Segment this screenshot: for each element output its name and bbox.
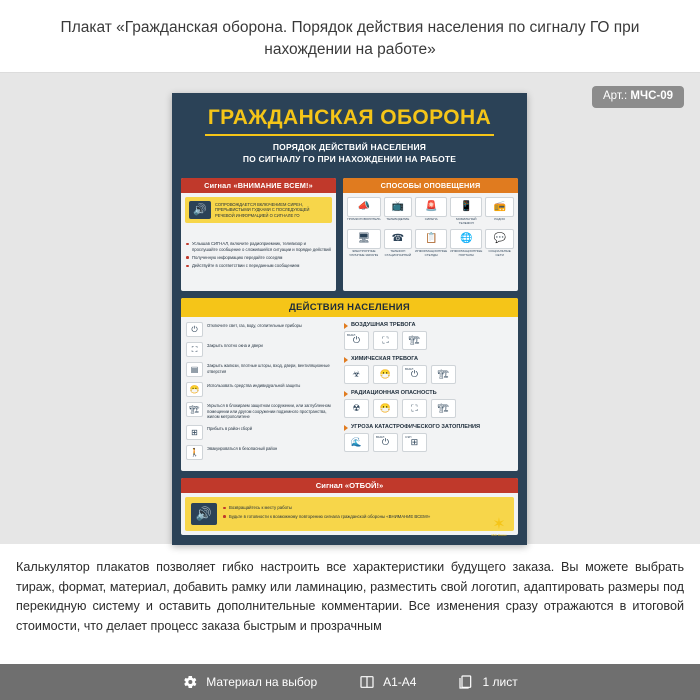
mchs-emblem-icon [482, 507, 516, 537]
emblem-star: ✶ [492, 516, 506, 533]
megaphone-icon: 🔊 [191, 503, 217, 525]
footer-label: 1 лист [482, 675, 518, 689]
article-prefix: Арт.: [603, 90, 628, 102]
notify-caption: ИНФОРМАЦИОННЫЕ СТЕНДЫ [415, 249, 448, 258]
signal-title: РАДИАЦИОННАЯ ОПАСНОСТЬ [344, 390, 513, 396]
signboard-icon: 🖥 [347, 229, 380, 249]
attention-text: СОПРОВОЖДАЕТСЯ ВКЛЮЧЕНИЕМ СИРЕН, ПРЕРЫВИСТЫМИ ГУДКАМИ С ПОСЛЕДУЮЩЕЙ РЕЧЕВОЙ ИНФОРМАЦИЕЙ О СИГНАЛЕ ГО [215, 201, 310, 218]
window-close-icon: ⛶ [402, 399, 427, 418]
notify-caption: МОБИЛЬНЫЙ ТЕЛЕФОН [456, 217, 477, 226]
actions-header: ДЕЙСТВИЯ НАСЕЛЕНИЯ [181, 298, 518, 317]
footer-bar [0, 664, 700, 700]
notify-caption: СОЦИАЛЬНЫЕ СЕТИ [488, 249, 511, 258]
notify-caption: ЭЛЕКТРОННЫЕ УЛИЧНЫЕ ЭКРАНЫ [349, 249, 379, 258]
footer-label: А1-А4 [383, 675, 417, 689]
article-code: МЧС-09 [630, 90, 673, 102]
panel-attention [181, 178, 336, 291]
power-off-icon: ВЫКЛ ⏻ [344, 331, 369, 350]
signal-title: ХИМИЧЕСКАЯ ТРЕВОГА [344, 356, 513, 362]
phone-icon: 📱 [450, 197, 482, 217]
list-item: Будьте в готовности к возможному повторению сигнала гражданской обороны «ВНИМАНИЕ ВСЕМ!» [223, 514, 430, 520]
notify-item [415, 197, 447, 226]
notify-caption: СИРЕНА [424, 217, 438, 222]
footer-item-material[interactable] [182, 674, 317, 690]
list-item [186, 382, 336, 397]
notify-item [384, 197, 413, 226]
attention-bullets [181, 239, 336, 275]
mask-icon: 😷 [186, 382, 203, 397]
megaphone-icon: 🔊 [189, 201, 211, 219]
notify-item [347, 197, 380, 226]
list-item [186, 425, 336, 440]
list-item: Возвращайтесь к месту работы [223, 505, 430, 511]
attention-callout [185, 197, 332, 223]
page-title: Плакат «Гражданская оборона. Порядок действия населения по сигналу ГО при нахождении на работе» [60, 18, 640, 58]
mask-icon: 😷 [373, 365, 398, 384]
notify-item [347, 229, 380, 258]
notify-icon-grid [343, 193, 518, 262]
panel-notification-methods [343, 178, 518, 291]
loudspeaker-icon: 📣 [347, 197, 380, 217]
signal-group [344, 424, 513, 452]
list-item [186, 342, 336, 357]
shelter-icon: 🏗 [186, 402, 203, 417]
panel-notify-header: СПОСОБЫ ОПОВЕЩЕНИЯ [343, 178, 518, 193]
emblem-caption: МЧС России [491, 534, 507, 537]
gear-icon [182, 674, 198, 690]
list-item: Полученную информацию передайте соседям [186, 255, 331, 261]
poster-title-block [181, 101, 518, 171]
action-text: Закрыть жалюзи, плотные шторы, вход, двери, вентиляционные отверстия [207, 363, 330, 374]
notify-caption: РАДИО [494, 217, 506, 222]
product-description: Калькулятор плакатов позволяет гибко настроить все характеристики будущего заказа. Вы можете выбрать тираж, формат, материал, добавить рамку или ламинацию, разместить свой логотип, адаптировать размеры под перекидную систему и оставить дополнительные комментарии. Все изменения сразу отражаются в итоговой стоимости, что делает процесс заказа быстрым и прозрачным [16, 560, 684, 633]
list-item [186, 402, 336, 420]
action-text: Прибыть в район сборй [207, 425, 252, 431]
notify-item [450, 197, 482, 226]
notify-item [485, 229, 514, 258]
list-item: Услышав СИГНАЛ, включите радиоприемник, телевизор и прослушайте сообщение о сложившейся ситуации и порядке действий [186, 241, 331, 252]
poster-preview[interactable] [172, 93, 527, 545]
signal-group [344, 390, 513, 418]
icon-label: ВЫКЛ [346, 333, 356, 338]
page-header [0, 0, 700, 72]
power-off-icon: ВЫКЛ ⏻ [402, 365, 427, 384]
poster-title: ГРАЖДАНСКАЯ ОБОРОНА [207, 106, 492, 129]
notify-item [415, 229, 447, 258]
action-text: Эвакуироваться в безопасный район [207, 445, 278, 451]
notify-item [450, 229, 482, 258]
otboi-header: Сигнал «ОТБОЙ!» [181, 478, 518, 493]
footer-label: Материал на выбор [206, 675, 318, 689]
power-off-icon: ВЫКЛ ⏻ [373, 433, 398, 452]
signal-group [344, 322, 513, 350]
action-text: Использовать средства индивидуальной защиты [207, 383, 301, 389]
radio-icon: 📻 [485, 197, 514, 217]
product-image-stage [0, 72, 700, 544]
icon-label: ВЫКЛ [404, 367, 414, 372]
list-item [186, 362, 336, 377]
sep-icon: ⊞ [186, 425, 203, 440]
list-item [186, 322, 336, 337]
sep-icon: СЭП ⊞ [402, 433, 427, 452]
evacuation-icon: 🚶 [186, 445, 203, 460]
shelter-icon: 🏗 [402, 331, 427, 350]
notify-item [384, 229, 413, 258]
notify-caption: ТЕЛЕФОН СТАЦИОНАРНЫЙ [384, 249, 412, 258]
icon-label: ВЫКЛ [375, 435, 385, 440]
action-text: Отключите свет, газ, воду, отопительные приборы [207, 323, 302, 329]
signal-title: УГРОЗА КАТАСТРОФИЧЕСКОГО ЗАТОПЛЕНИЯ [344, 424, 513, 430]
notify-item [485, 197, 514, 226]
notify-caption: ГРОМКОГОВОРИТЕЛЬ [347, 217, 381, 222]
hazard-icon: ☣ [344, 365, 369, 384]
notify-caption: ТЕЛЕВИДЕНИЕ [386, 217, 410, 222]
signal-title: ВОЗДУШНАЯ ТРЕВОГА [344, 322, 513, 328]
tv-icon: 📺 [384, 197, 413, 217]
info-board-icon: 📋 [415, 229, 447, 249]
mask-icon: 😷 [373, 399, 398, 418]
action-text: Закрыть плотно окна и двери [207, 343, 263, 349]
article-badge [592, 86, 684, 108]
window-close-icon: ⛶ [186, 342, 203, 357]
panel-actions [181, 298, 518, 471]
poster-subtitle-1: ПОРЯДОК ДЕЙСТВИЙ НАСЕЛЕНИЯ [272, 142, 427, 153]
actions-left-column [186, 322, 336, 465]
footer-item-format[interactable] [359, 674, 416, 690]
sheet-icon [458, 674, 474, 690]
power-off-icon: ⏻ [186, 322, 203, 337]
icon-label: СЭП [404, 435, 412, 440]
actions-right-column [344, 322, 513, 465]
radiation-icon: ☢ [344, 399, 369, 418]
list-item [186, 445, 336, 460]
title-divider [205, 134, 495, 136]
list-item: Действуйте в соответствии с переданным сообщением [186, 263, 331, 269]
internet-icon: 🌐 [450, 229, 482, 249]
land-phone-icon: ☎ [384, 229, 413, 249]
flood-icon: 🌊 [344, 433, 369, 452]
shelter-icon: 🏗 [431, 399, 456, 418]
poster-subtitle-2: ПО СИГНАЛУ ГО ПРИ НАХОЖДЕНИИ НА РАБОТЕ [242, 153, 457, 164]
shelter-icon: 🏗 [431, 365, 456, 384]
signal-group [344, 356, 513, 384]
siren-icon: 🚨 [415, 197, 447, 217]
notify-caption: ИНФОРМАЦИОННЫЕ ПОРТАЛЫ [450, 249, 483, 258]
window-close-icon: ⛶ [373, 331, 398, 350]
footer-item-sheets[interactable] [458, 674, 517, 690]
otboi-callout [185, 497, 514, 531]
action-text: Укрыться в блокираем защитном сооружении, или заглубленном помещении или другом сооружении подземного пространства, жилом метрополитене [207, 403, 331, 420]
panel-otboi [181, 478, 518, 535]
format-icon [359, 674, 375, 690]
vent-close-icon: ▤ [186, 362, 203, 377]
panel-attention-header: Сигнал «ВНИМАНИЕ ВСЕМ!» [181, 178, 336, 193]
social-net-icon: 💬 [485, 229, 514, 249]
